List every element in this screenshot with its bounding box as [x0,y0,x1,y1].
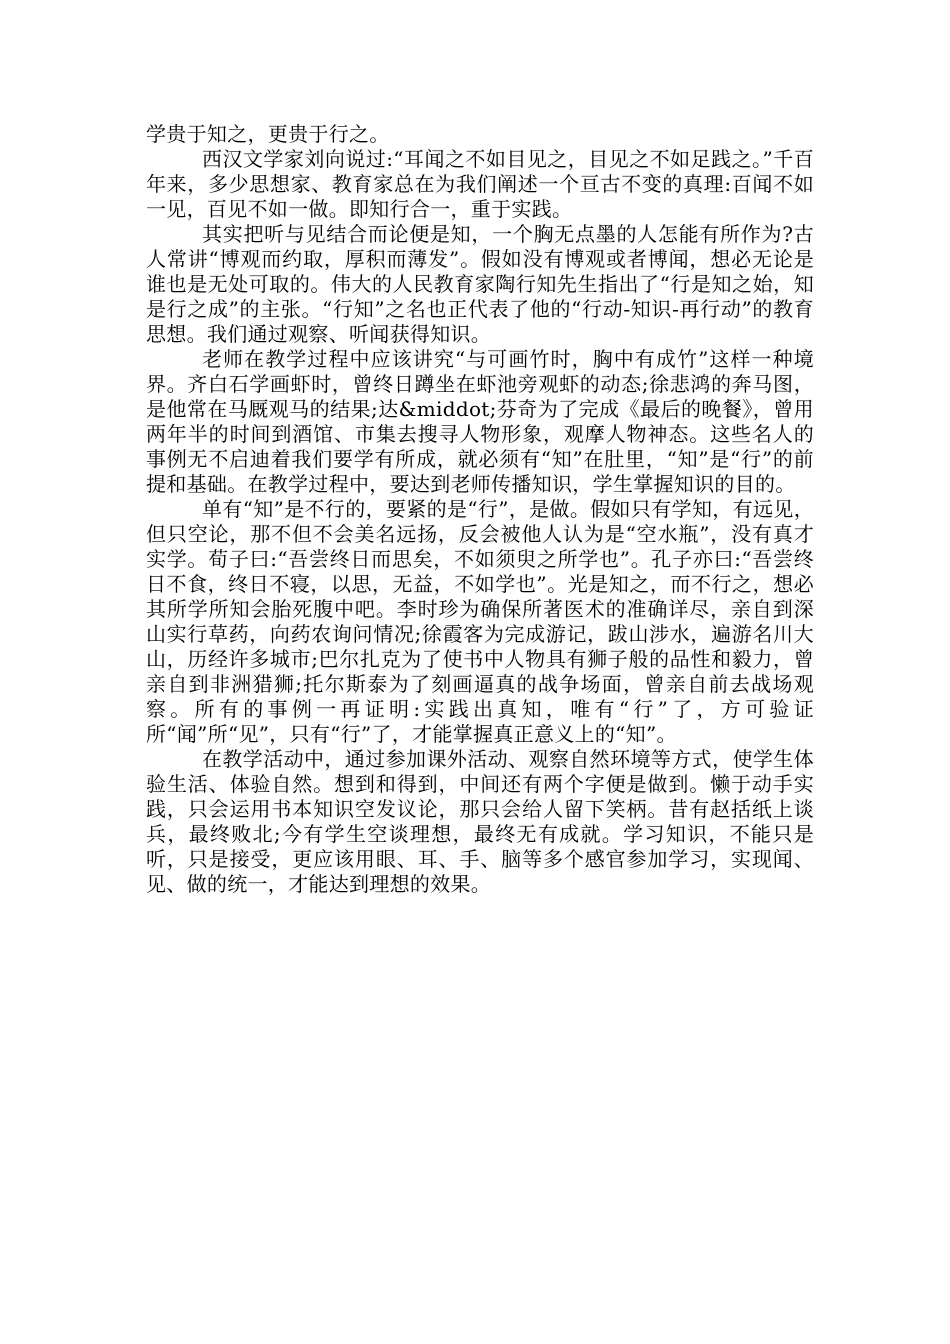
paragraph-liuxiang: 西汉文学家刘向说过:“耳闻之不如目见之，目见之不如足践之。”千百年来，多少思想家、教育家总在为我们阐述一个亘古不变的真理:百闻不如一见，百见不如一做。即知行合一，重于实践。 [146,147,814,221]
paragraph-conclusion: 在教学活动中，通过参加课外活动、观察自然环境等方式，使学生体验生活、体验自然。想到和得到，中间还有两个字便是做到。懒于动手实践，只会运用书本知识空发议论，那只会给人留下笑柄。昔有赵括纸上谈兵，最终败北;今有学生空谈理想，最终无有成就。学习知识，不能只是听，只是接受，更应该用眼、耳、手、脑等多个感官参加学习，实现闻、见、做的统一，才能达到理想的效果。 [146,747,814,896]
paragraph-teacher-examples: 老师在教学过程中应该讲究“与可画竹时，胸中有成竹”这样一种境界。齐白石学画虾时，曾终日蹲坐在虾池旁观虾的动态;徐悲鸿的奔马图，是他常在马厩观马的结果;达&middot;芬奇为了完成《最后的晚餐》，曾用两年半的时间到酒馆、市集去搜寻人物形象，观摩人物神态。这些名人的事例无不启迪着我们要学有所成，就必须有“知”在肚里，“知”是“行”的前提和基础。在教学过程中，要达到老师传播知识，学生掌握知识的目的。 [146,347,814,496]
paragraph-tao-xingzhi: 其实把听与见结合而论便是知，一个胸无点墨的人怎能有所作为?古人常讲“博观而约取，厚积而薄发”。假如没有博观或者博闻，想必无论是谁也是无处可取的。伟大的人民教育家陶行知先生指出了“行是知之始，知是行之成”的主张。“行知”之名也正代表了他的“行动-知识-再行动”的教育思想。我们通过观察、听闻获得知识。 [146,222,814,346]
paragraph-intro: 学贵于知之，更贵于行之。 [146,122,390,146]
document-body [146,122,814,897]
paragraph-practice-examples: 单有“知”是不行的，要紧的是“行”，是做。假如只有学知，有远见，但只空论，那不但不会美名远扬，反会被他人认为是“空水瓶”，没有真才实学。荀子曰:“吾尝终日而思矣，不如须臾之所学也”。孔子亦曰:“吾尝终日不食，终日不寝，以思，无益，不如学也”。光是知之，而不行之，想必其所学所知会胎死腹中吧。李时珍为确保所著医术的准确详尽，亲自到深山实行草药，向药农询问情况;徐霞客为完成游记，跋山涉水，遍游名川大山，历经许多城市;巴尔扎克为了使书中人物具有狮子般的品性和毅力，曾亲自到非洲猎狮;托尔斯泰为了刻画逼真的战争场面，曾亲自前去战场观察。所有的事例一再证明:实践出真知，唯有“行”了，方可验证所“闻”所“见”，只有“行”了，才能掌握真正意义上的“知”。 [146,497,814,746]
